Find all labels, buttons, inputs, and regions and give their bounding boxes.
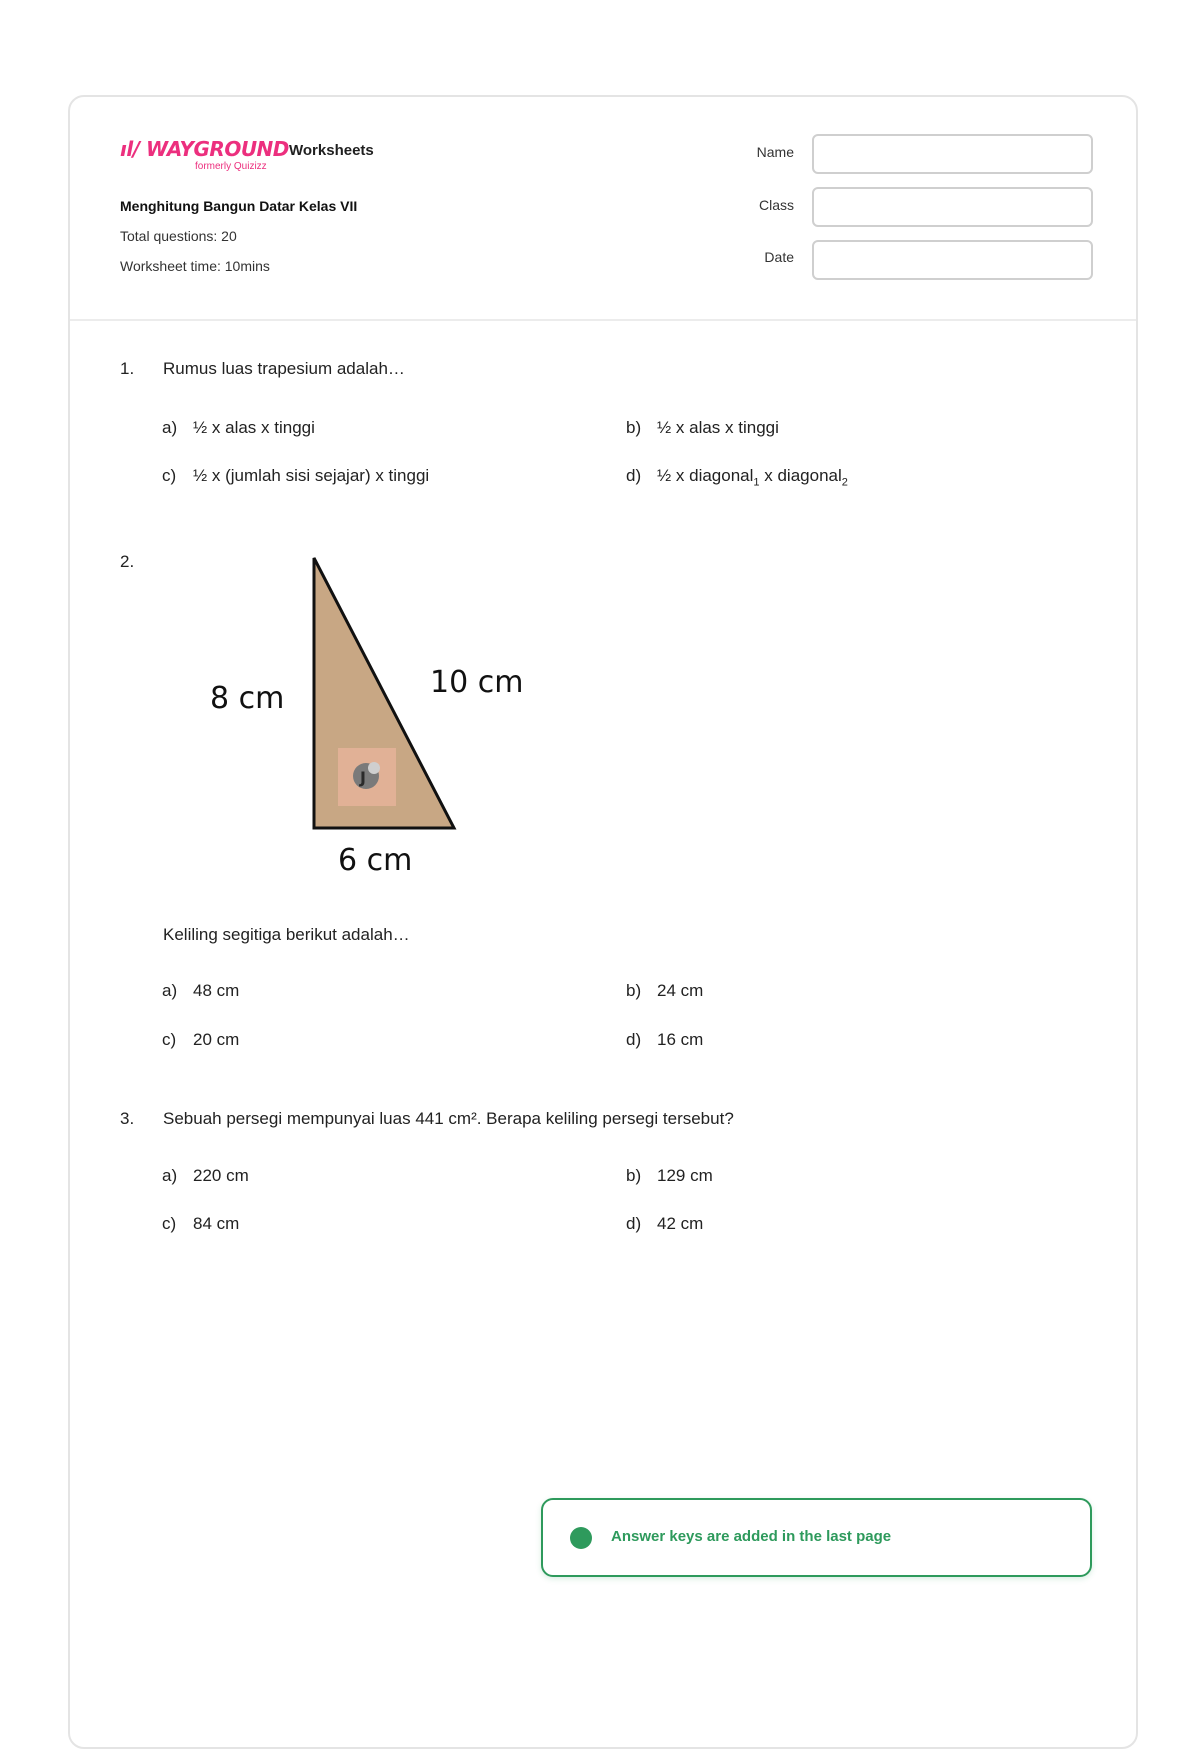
logo-bars-icon: ıl/ [120,137,140,161]
option-text: 129 cm [657,1166,713,1185]
option-letter: d) [626,1030,642,1049]
option-text: ½ x alas x tinggi [657,418,779,437]
option-d[interactable] [626,1214,703,1234]
question-text: Keliling segitiga berikut adalah… [163,925,410,944]
date-label: Date [764,249,794,265]
name-field[interactable] [812,134,1093,174]
option-text: 42 cm [657,1214,704,1233]
option-letter: c) [162,1030,177,1049]
total-questions: Total questions: 20 [120,228,237,244]
question-number: 3. [120,1109,135,1128]
worksheet-header [70,97,1136,321]
option-text: 24 cm [657,981,704,1000]
option-letter: c) [162,466,177,485]
notice-text: Answer keys are added in the last page [611,1528,892,1545]
question-text: Sebuah persegi mempunyai luas 441 cm². Berapa keliling persegi tersebut? [163,1109,734,1128]
option-text: ½ x alas x tinggi [193,418,315,437]
svg-text:J: J [360,768,366,787]
hypotenuse-label: 10 cm [430,665,524,700]
worksheet-time: Worksheet time: 10mins [120,258,270,274]
option-letter: a) [162,981,178,1000]
class-field[interactable] [812,187,1093,227]
question-text: Rumus luas trapesium adalah… [163,359,405,378]
option-text: ½ x (jumlah sisi sejajar) x tinggi [193,466,430,485]
option-a[interactable] [162,981,239,1001]
left-side-label: 8 cm [210,681,285,716]
logo-subtext: formerly Quizizz [195,161,267,172]
worksheet-title: Menghitung Bangun Datar Kelas VII [120,198,358,214]
option-text: 220 cm [193,1166,249,1185]
option-text: 20 cm [193,1030,240,1049]
option-a[interactable] [162,1166,249,1186]
date-field[interactable] [812,240,1093,280]
option-letter: a) [162,418,178,437]
option-c[interactable] [162,466,429,486]
question-number: 2. [120,552,135,571]
option-b[interactable] [626,981,703,1001]
option-a[interactable] [162,418,315,438]
option-d[interactable] [626,466,848,488]
option-text: ½ x diagonal$_1$ x diagonal$_2$ [657,466,848,489]
base-label: 6 cm [338,843,413,878]
name-label: Name [756,144,794,160]
option-c[interactable] [162,1214,239,1234]
option-b[interactable] [626,1166,713,1186]
option-c[interactable] [162,1030,239,1050]
option-letter: b) [626,1166,642,1185]
info-dot-icon [570,1527,592,1549]
product-label: Worksheets [289,142,374,159]
option-letter: a) [162,1166,178,1185]
option-letter: d) [626,466,642,485]
worksheet-card [68,95,1138,1749]
question-number: 1. [120,359,135,378]
option-text: 48 cm [193,981,240,1000]
option-text: 16 cm [657,1030,704,1049]
option-b[interactable] [626,418,779,438]
class-label: Class [758,197,794,213]
answer-key-notice [541,1498,1092,1577]
option-d[interactable] [626,1030,703,1050]
option-letter: c) [162,1214,177,1233]
option-text: 84 cm [193,1214,240,1233]
option-letter: d) [626,1214,642,1233]
logo-wordmark: ıl/ WAYGROUND [120,137,289,161]
option-letter: b) [626,418,642,437]
option-letter: b) [626,981,642,1000]
triangle-figure [190,552,610,892]
wayground-logo [120,137,374,172]
